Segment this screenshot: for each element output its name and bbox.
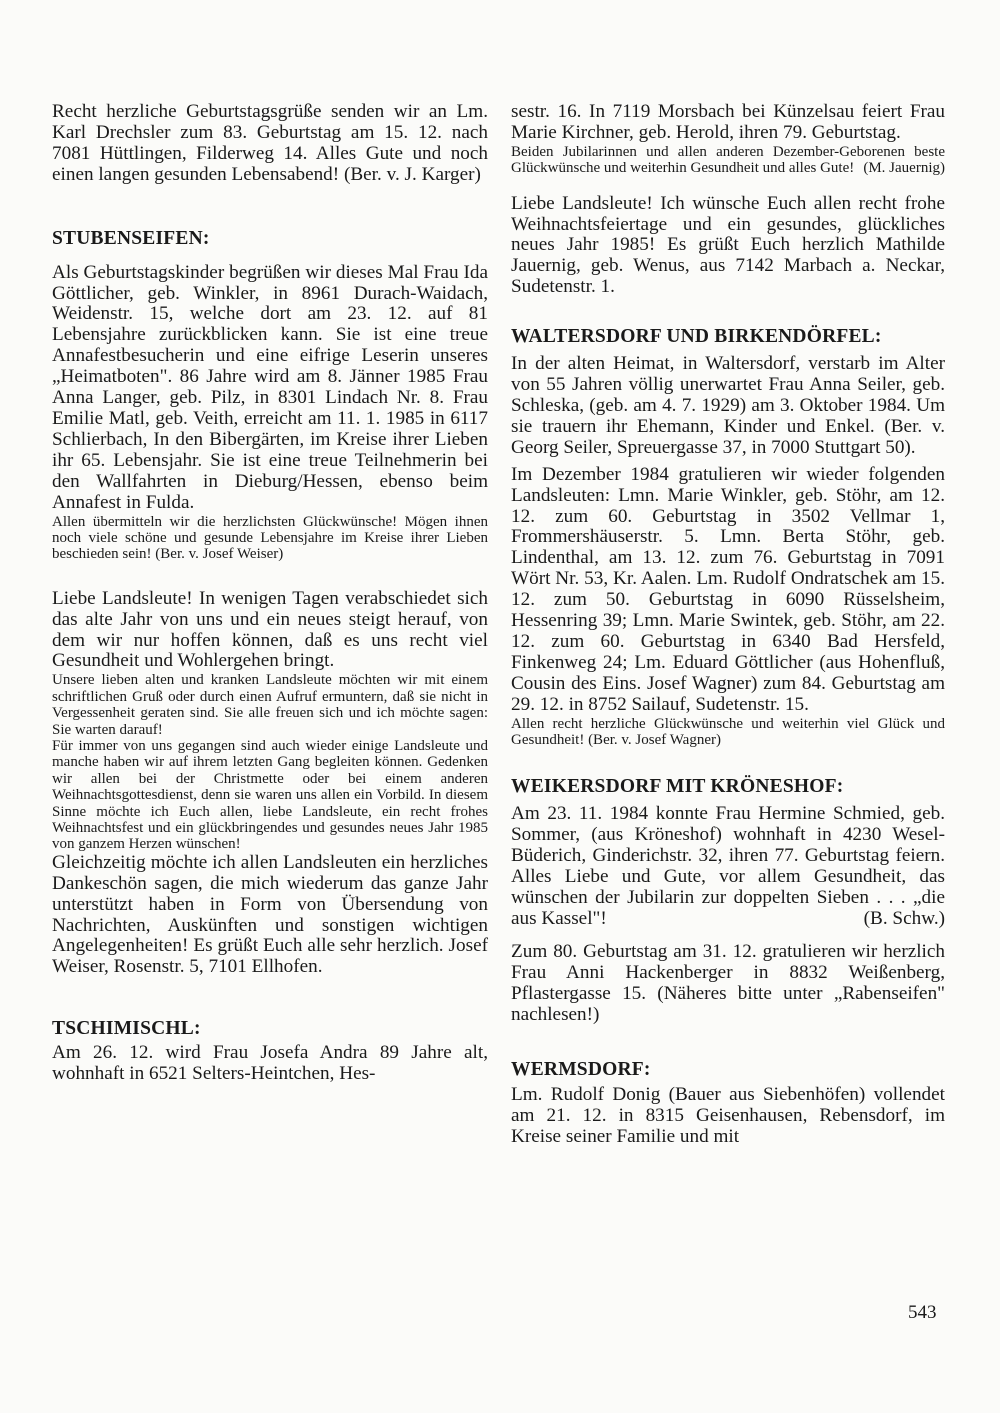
article-schmied-text: Am 23. 11. 1984 konnte Frau Hermine Schmied, geb. Sommer, (aus Kröneshof) wohnhaft in 4230 Wesel-Büderich, Ginderichstr. 32, ihren 77. Geburtstag feiern. Alles Liebe und Gute, vor allem Gesundheit, das wünschen der Jubilarin zur doppelten Sieben . . . „die aus Kassel"!: [511, 803, 945, 929]
left-column: [52, 102, 488, 1085]
article-kirchner: sestr. 16. In 7119 Morsbach bei Künzelsau feiert Frau Marie Kirchner, geb. Herold, ihren 79. Geburtstag.: [511, 101, 945, 143]
article-stubenseifen-greeting: Allen übermitteln wir die herzlichsten Glückwünsche! Mögen ihnen noch viele schöne und gesunde Lebensjahre im Kreise ihrer Lieben beschieden sein! (Ber. v. Josef Weiser): [52, 513, 488, 563]
article-donig: Lm. Rudolf Donig (Bauer aus Siebenhöfen) vollendet am 21. 12. in 8315 Geisenhausen, Rebensdorf, im Kreise seiner Familie und mit: [511, 1084, 945, 1148]
article-jauernig-greeting-text: Beiden Jubilarinnen und allen anderen Dezember-Geborenen beste Glückwünsche und weiterhin Gesundheit und alles Gute!: [511, 143, 945, 177]
article-jauernig-greeting: [511, 144, 945, 177]
article-weiser-memorial: Für immer von uns gegangen sind auch wieder einige Landsleute und manche haben wir auf ihrem letzten Gang begleiten können. Gedenken wir allen bei der Christmette oder bei einem anderen Weihnachtsgottesdienst, denn sie waren uns allen ein Vorbild. In diesem Sinne möchte ich Euch allen, liebe Landsleute, ein recht frohes Weihnachtsfest und ein glückbringendes und gesundes neues Jahr 1985 von ganzem Herzen wünschen!: [52, 737, 488, 853]
article-hackenberger: Zum 80. Geburtstag am 31. 12. gratulieren wir herzlich Frau Anni Hackenberger in 8832 Weißenberg, Pflastergasse 15. (Näheres bitte unter „Rabenseifen" nachlesen!): [511, 940, 945, 1025]
article-weiser-intro: Liebe Landsleute! In wenigen Tagen verabschiedet sich das alte Jahr von uns und ein neues steigt herauf, von dem wir nur hoffen können, daß es uns recht viel Gesundheit und Wohlergehen bringt.: [52, 587, 488, 672]
article-schmied: [511, 804, 945, 929]
article-stubenseifen: Als Geburtstagskinder begrüßen wir dieses Mal Frau Ida Göttlicher, geb. Winkler, in 8961 Durach-Waidach, Weidenstr. 15, welche dort am 23. 12. auf 81 Lebensjahre zurückblicken kann. Sie ist eine treue Annafestbesucherin und eine eifrige Leserin unseres „Heimatboten". 86 Jahre wird am 8. Jänner 1985 Frau Anna Langer, geb. Pilz, in 8301 Lindach Nr. 8. Frau Emilie Matl, geb. Veith, erreicht am 11. 1. 1985 in 6117 Schlierbach, In den Bibergärten, im Kreise ihrer Lieben ihr 65. Lebensjahr. Sie ist eine treue Teilnehmerin bei den Wallfahrten in Dieburg/Hessen, ebenso beim Annafest in Fulda.: [52, 261, 488, 513]
article-jauernig-letter: Liebe Landsleute! Ich wünsche Euch allen recht frohe Weihnachtsfeiertage und ein gesundes, glückliches neues Jahr 1985! Es grüßt Euch herzlich Mathilde Jauernig, geb. Wenus, aus 7142 Marbach a. Neckar, Sudetenstr. 1.: [511, 192, 945, 298]
article-tschimischl: Am 26. 12. wird Frau Josefa Andra 89 Jahre alt, wohnhaft in 6521 Selters-Heintchen, Hes-: [52, 1042, 488, 1085]
page-number: 543: [908, 1302, 937, 1323]
article-seiler: In der alten Heimat, in Waltersdorf, verstarb im Alter von 55 Jahren völlig unerwartet Frau Anna Seiler, geb. Schleska, (geb. am 4. 7. 1929) am 3. Oktober 1984. Um sie trauern ihr Ehemann, Kinder und Enkel. (Ber. v. Georg Seiler, Spreuergasse 37, in 7000 Stuttgart 50).: [511, 353, 945, 458]
heading-stubenseifen: STUBENSEIFEN:: [52, 227, 210, 249]
article-waltersdorf-birthdays: Im Dezember 1984 gratulieren wir wieder folgenden Landsleuten: Lmn. Marie Winkler, geb. Stöhr, am 12. 12. zum 60. Geburtstag in 3502 Vellmar 1, Frommershäuserstr. 5. Lmn. Berta Stöhr, geb. Lindenthal, am 13. 12. zum 76. Geburtstag in 7091 Wört Nr. 53, Kr. Aalen. Lm. Rudolf Ondratschek am 15. 12. zum 50. Geburtstag in 6090 Rüsselsheim, Hessenring 39; Lmn. Marie Swintek, geb. Stöhr, am 22. 12. zum 60. Geburtstag in 6340 Bad Hersfeld, Finkenweg 24; Lm. Eduard Göttlicher (aus Hohenfluß, Cousin des Eins. Josef Wagner) zum 84. Geburtstag am 29. 12. in 8752 Sailauf, Sudetenstr. 15.: [511, 463, 945, 715]
heading-tschimischl: TSCHIMISCHL:: [52, 1018, 201, 1040]
article-wagner-greeting: Allen recht herzliche Glückwünsche und weiterhin viel Glück und Gesundheit! (Ber. v. Josef Wagner): [511, 715, 945, 748]
heading-wermsdorf: WERMSDORF:: [511, 1059, 651, 1081]
heading-waltersdorf: WALTERSDORF UND BIRKENDÖRFEL:: [511, 326, 882, 348]
right-column: [511, 102, 945, 1148]
heading-weikersdorf: WEIKERSDORF MIT KRÖNESHOF:: [511, 776, 844, 798]
article-karger: Recht herzliche Geburtstagsgrüße senden wir an Lm. Karl Drechsler zum 83. Geburtstag am 15. 12. nach 7081 Hüttlingen, Filderweg 14. Alles Gute und noch einen langen gesunden Lebensabend! (Ber. v. J. Karger): [52, 101, 488, 185]
article-weiser-thanks: Gleichzeitig möchte ich allen Landsleuten ein herzliches Dankeschön sagen, die mich wiederum das ganze Jahr unterstützt haben in Form von Übersendung von Nachrichten, Auskünften und sonstigen wichtigen Angelegenheiten! Es grüßt Euch alle sehr herzlich. Josef Weiser, Rosenstr. 5, 7101 Ellhofen.: [52, 851, 488, 978]
article-jauernig-credit: (M. Jauernig): [863, 160, 945, 177]
article-weiser-greeting: Unsere lieben alten und kranken Landsleute möchten wir mit einem schriftlichen Gruß oder durch einen Aufruf ermuntern, daß sie nicht in Vergessenheit geraten sind. Sie alle freuen sich und ich möchte sagen: Sie warten darauf!: [52, 672, 488, 738]
article-schmied-credit: (B. Schw.): [863, 907, 945, 929]
